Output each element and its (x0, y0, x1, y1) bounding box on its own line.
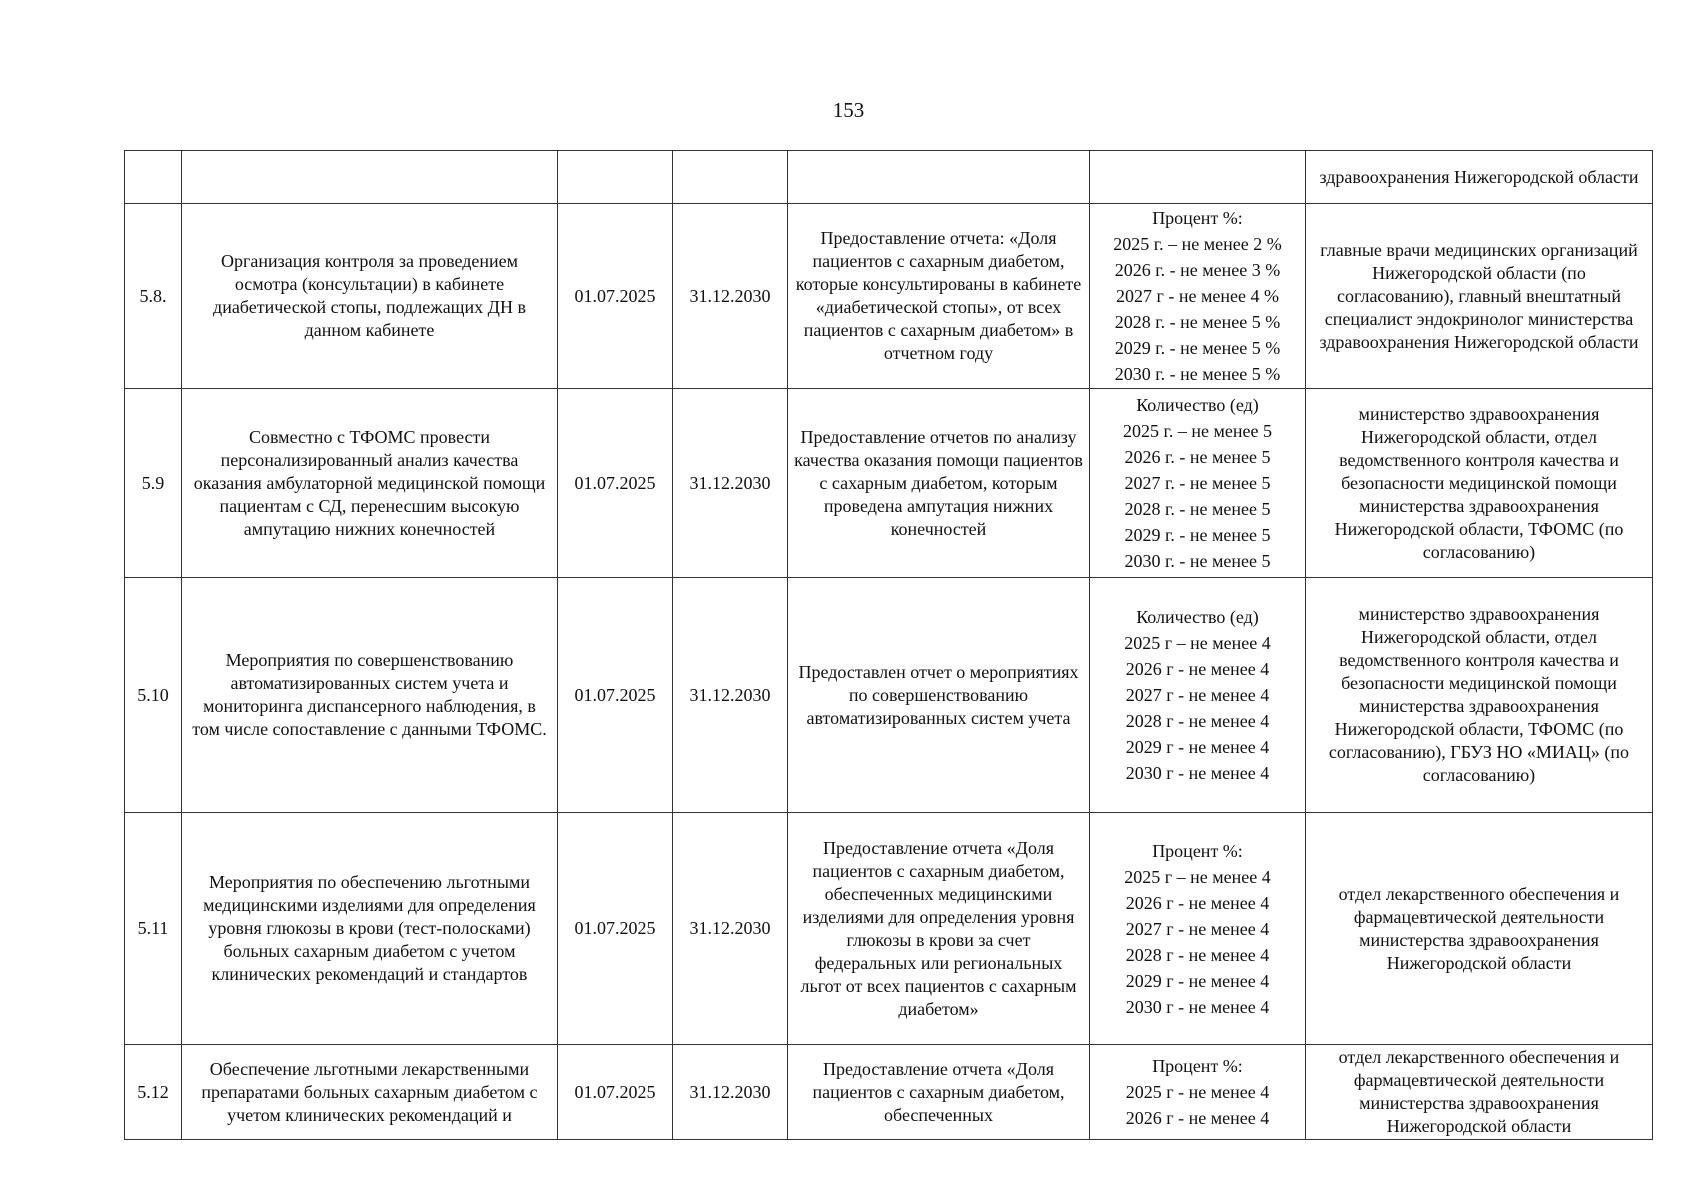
indicator-cell (1090, 578, 1306, 813)
indicator-line: 2030 г. - не менее 5 (1124, 551, 1271, 571)
indicator-line: 2028 г. - не менее 5 (1124, 499, 1271, 519)
indicator-title: Процент %: (1152, 840, 1243, 861)
table-row (125, 204, 1653, 389)
activity-cell: Мероприятия по совершенствованию автоматизированных систем учета и мониторинга диспансерного наблюдения, в том числе сопоставление с данными ТФОМС. (182, 578, 558, 813)
end-date-cell: 31.12.2030 (673, 813, 788, 1045)
indicator-line: 2026 г - не менее 4 (1125, 1108, 1270, 1128)
indicator-line: 2030 г - не менее 4 (1125, 763, 1270, 783)
indicator-line: 2026 г. - не менее 3 % (1114, 260, 1281, 280)
result-cell: Предоставление отчета: «Доля пациентов с сахарным диабетом, которые консультированы в кабинете «диабетической стопы», от всех пациентов с сахарным диабетом» в отчетном году (788, 204, 1090, 389)
row-number (125, 151, 182, 204)
indicator-line: 2030 г. - не менее 5 % (1114, 364, 1281, 384)
responsible-cell: отдел лекарственного обеспечения и фармацевтической деятельности министерства здравоохранения Нижегородской области (1306, 813, 1653, 1045)
result-cell: Предоставлен отчет о мероприятиях по совершенствованию автоматизированных систем учета (788, 578, 1090, 813)
indicator-line: 2027 г - не менее 4 (1125, 685, 1270, 705)
indicator-title: Количество (ед) (1136, 607, 1259, 627)
start-date-cell: 01.07.2025 (558, 578, 673, 813)
indicator-line: 2028 г - не менее 4 (1125, 944, 1270, 965)
indicator-line: 2028 г. - не менее 5 % (1114, 312, 1281, 332)
table-row (125, 389, 1653, 578)
activity-cell: Обеспечение льготными лекарственными препаратами больных сахарным диабетом с учетом клинических рекомендаций и (182, 1045, 558, 1140)
indicator-line: 2027 г - не менее 4 (1125, 918, 1270, 939)
responsible-cell: отдел лекарственного обеспечения и фармацевтической деятельности министерства здравоохранения Нижегородской области (1306, 1045, 1653, 1140)
indicator-line: 2030 г - не менее 4 (1125, 996, 1270, 1017)
result-cell: Предоставление отчета «Доля пациентов с сахарным диабетом, обеспеченных медицинскими изделиями для определения уровня глюкозы в крови за счет федеральных или региональных льгот от всех пациентов с сахарным диабетом» (788, 813, 1090, 1045)
end-date-cell (673, 151, 788, 204)
indicator-cell (1090, 813, 1306, 1045)
indicator-line: 2029 г. - не менее 5 (1124, 525, 1271, 545)
end-date-cell: 31.12.2030 (673, 578, 788, 813)
row-number: 5.12 (125, 1045, 182, 1140)
indicator-line: 2029 г - не менее 4 (1125, 970, 1270, 991)
table-row (125, 813, 1653, 1045)
indicator-cell (1090, 1045, 1306, 1140)
responsible-cell: здравоохранения Нижегородской области (1306, 151, 1653, 204)
start-date-cell: 01.07.2025 (558, 389, 673, 578)
end-date-cell: 31.12.2030 (673, 389, 788, 578)
end-date-cell: 31.12.2030 (673, 204, 788, 389)
responsible-cell: главные врачи медицинских организаций Нижегородской области (по согласованию), главный внештатный специалист эндокринолог министерства здравоохранения Нижегородской области (1306, 204, 1653, 389)
indicator-line: 2025 г – не менее 4 (1124, 633, 1271, 653)
start-date-cell (558, 151, 673, 204)
result-cell (788, 151, 1090, 204)
indicator-line: 2029 г. - не менее 5 % (1114, 338, 1281, 358)
indicator-line: 2027 г - не менее 4 % (1116, 286, 1279, 306)
indicator-line: 2025 г. – не менее 2 % (1113, 234, 1282, 254)
table-row (125, 1045, 1653, 1140)
indicator-line: 2026 г. - не менее 5 (1124, 447, 1271, 467)
activity-cell: Совместно с ТФОМС провести персонализированный анализ качества оказания амбулаторной медицинской помощи пациентам с СД, перенесшим высокую ампутацию нижних конечностей (182, 389, 558, 578)
result-cell: Предоставление отчетов по анализу качества оказания помощи пациентов с сахарным диабетом, которым проведена ампутация нижних конечностей (788, 389, 1090, 578)
row-number: 5.8. (125, 204, 182, 389)
result-cell: Предоставление отчета «Доля пациентов с сахарным диабетом, обеспеченных (788, 1045, 1090, 1140)
indicator-line: 2027 г. - не менее 5 (1124, 473, 1271, 493)
indicator-title: Процент %: (1152, 208, 1243, 228)
indicator-line: 2025 г – не менее 4 (1124, 866, 1271, 887)
action-plan-table (124, 150, 1653, 1140)
row-number: 5.11 (125, 813, 182, 1045)
indicator-title: Процент %: (1152, 1056, 1243, 1076)
indicator-line: 2026 г - не менее 4 (1125, 659, 1270, 679)
indicator-line: 2025 г. – не менее 5 (1123, 421, 1272, 441)
activity-cell: Мероприятия по обеспечению льготными медицинскими изделиями для определения уровня глюкозы в крови (тест-полосками) больных сахарным диабетом с учетом клинических рекомендаций и стандартов (182, 813, 558, 1045)
indicator-cell (1090, 151, 1306, 204)
page-number: 153 (832, 98, 865, 122)
table-row (125, 151, 1653, 204)
end-date-cell: 31.12.2030 (673, 1045, 788, 1140)
indicator-title: Количество (ед) (1136, 395, 1259, 415)
start-date-cell: 01.07.2025 (558, 204, 673, 389)
activity-cell: Организация контроля за проведением осмотра (консультации) в кабинете диабетической стопы, подлежащих ДН в данном кабинете (182, 204, 558, 389)
start-date-cell: 01.07.2025 (558, 813, 673, 1045)
indicator-cell (1090, 204, 1306, 389)
start-date-cell: 01.07.2025 (558, 1045, 673, 1140)
row-number: 5.10 (125, 578, 182, 813)
indicator-line: 2026 г - не менее 4 (1125, 892, 1270, 913)
indicator-cell (1090, 389, 1306, 578)
responsible-cell: министерство здравоохранения Нижегородской области, отдел ведомственного контроля качества и безопасности медицинской помощи министерства здравоохранения Нижегородской области, ТФОМС (по согласованию) (1306, 389, 1653, 578)
indicator-line: 2029 г - не менее 4 (1125, 737, 1270, 757)
indicator-line: 2028 г - не менее 4 (1125, 711, 1270, 731)
indicator-line: 2025 г - не менее 4 (1125, 1082, 1270, 1102)
responsible-cell: министерство здравоохранения Нижегородской области, отдел ведомственного контроля качества и безопасности медицинской помощи министерства здравоохранения Нижегородской области, ТФОМС (по согласованию), ГБУЗ НО «МИАЦ» (по согласованию) (1306, 578, 1653, 813)
table-row (125, 578, 1653, 813)
row-number: 5.9 (125, 389, 182, 578)
activity-cell (182, 151, 558, 204)
